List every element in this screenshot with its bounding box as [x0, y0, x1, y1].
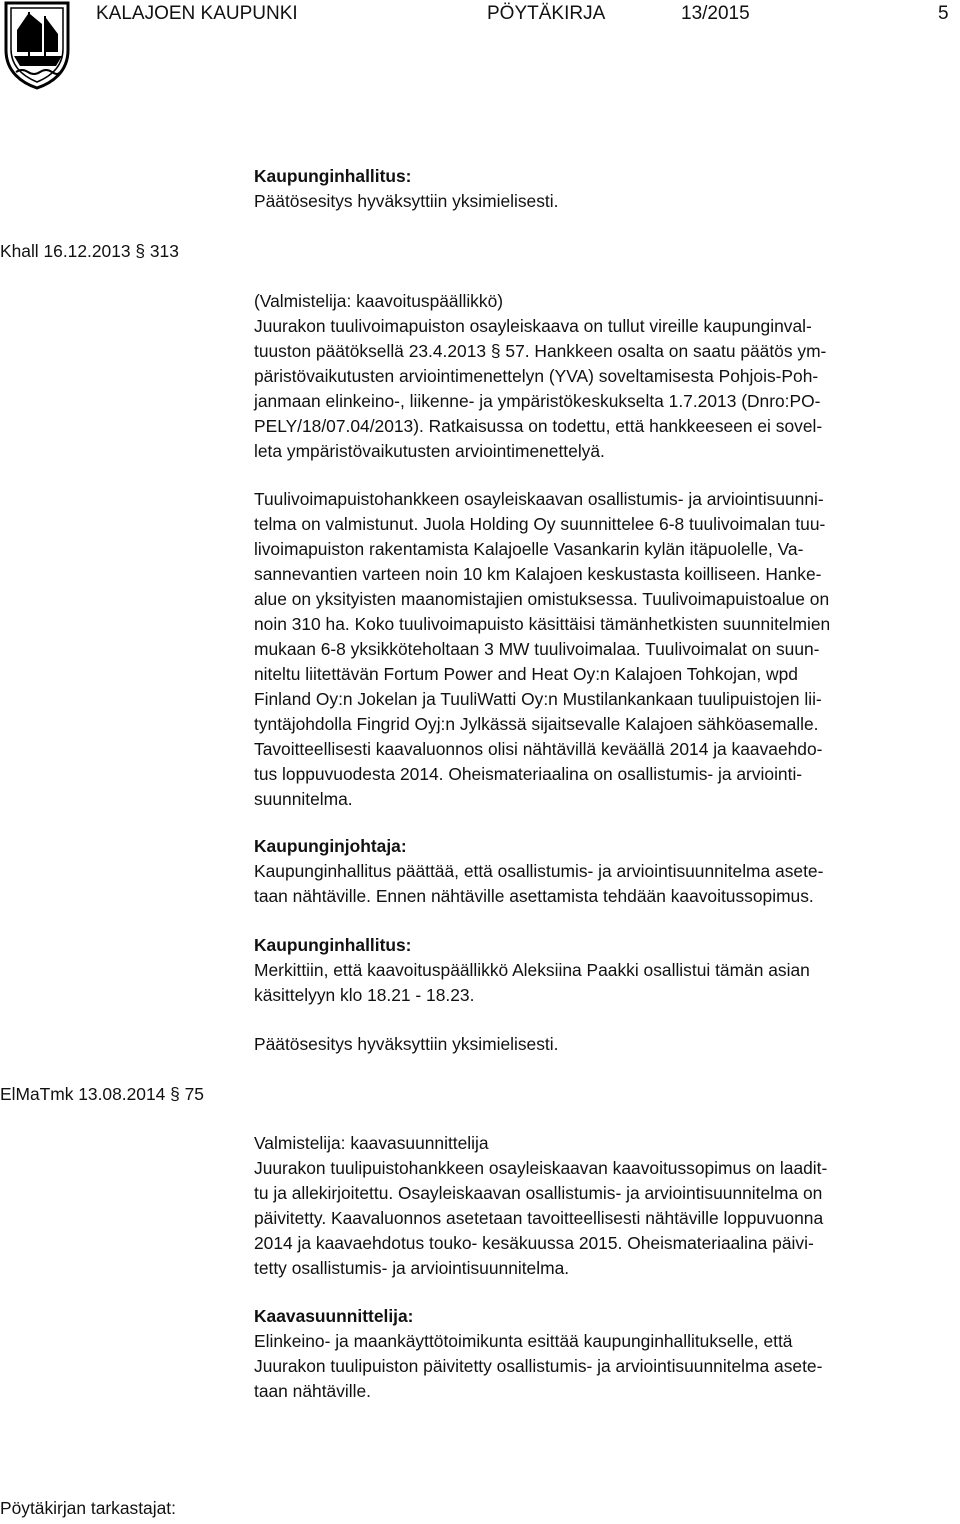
- text-line: PELY/18/07.04/2013). Ratkaisussa on todettu, että hankkeeseen ei sovel-: [254, 416, 823, 436]
- text-line: 2014 ja kaavaehdotus touko- kesäkuussa 2015. Oheismateriaalina päivi-: [254, 1233, 814, 1253]
- text-line: Elinkeino- ja maankäyttötoimikunta esittää kaupunginhallitukselle, että: [254, 1331, 793, 1351]
- text-line: päivitetty. Kaavaluonnos asetetaan tavoitteellisesti nähtäville loppuvuonna: [254, 1208, 824, 1228]
- text-line: livoimapuiston rakentamista Kalajoelle Vasankarin kylän itäpuolelle, Va-: [254, 539, 804, 559]
- margin-reference-elmatmk: ElMaTmk 13.08.2014 § 75: [0, 1084, 204, 1104]
- text-line: Merkittiin, että kaavoituspäällikkö Aleksiina Paakki osallistui tämän asian: [254, 960, 810, 980]
- text-line: telma on valmistunut. Juola Holding Oy suunnittelee 6-8 tuulivoimalan tuu-: [254, 514, 826, 534]
- text-line: suunnitelma.: [254, 789, 353, 809]
- decision-text: Päätösesitys hyväksyttiin yksimielisesti.: [254, 1034, 559, 1054]
- section-heading: Kaupunginhallitus:: [254, 935, 412, 955]
- text-line: niteltu liitettävän Fortum Power and Heat Oy:n Kalajoen Tohkojan, wpd: [254, 664, 798, 684]
- text-line: päristövaikutusten arviointimenettelyn (YVA) soveltamisesta Pohjois-Poh-: [254, 366, 819, 386]
- page-header: [0, 0, 960, 30]
- margin-reference-khall: Khall 16.12.2013 § 313: [0, 241, 179, 261]
- section-heading: Kaupunginhallitus:: [254, 166, 412, 186]
- text-line: Tavoitteellisesti kaavaluonnos olisi nähtävillä keväällä 2014 ja kaavaehdo-: [254, 739, 823, 759]
- planner-proposal-block: [254, 1304, 960, 1404]
- planner-preparation-paragraph: [254, 1131, 960, 1281]
- text-line: Tuulivoimapuistohankkeen osayleiskaavan osallistumis- ja arviointisuunni-: [254, 489, 824, 509]
- document-number: 13/2015: [681, 3, 750, 24]
- text-line: tu ja allekirjoitettu. Osayleiskaavan osallistumis- ja arviointisuunnitelma on: [254, 1183, 823, 1203]
- text-line: alue on yksityisten maanomistajien omistuksessa. Tuulivoimapuistoalue on: [254, 589, 830, 609]
- text-line: Kaupunginhallitus päättää, että osallistumis- ja arviointisuunnitelma asete-: [254, 861, 824, 881]
- section-heading: Kaavasuunnittelija:: [254, 1306, 414, 1326]
- preparation-paragraph: [254, 289, 960, 464]
- text-line: Juurakon tuulivoimapuiston osayleiskaava on tullut vireille kaupunginval-: [254, 316, 812, 336]
- document-type: PÖYTÄKIRJA: [487, 3, 606, 24]
- page-number: 5: [938, 3, 949, 24]
- decision-block-1: [254, 164, 960, 214]
- text-line: sannevantien varteen noin 10 km Kalajoen keskustasta koilliseen. Hanke-: [254, 564, 822, 584]
- text-line: Valmistelija: kaavasuunnittelija: [254, 1133, 489, 1153]
- text-line: noin 310 ha. Koko tuulivoimapuisto käsittäisi tämänhetkisten suunnitelmien: [254, 614, 831, 634]
- mayor-proposal-block: [254, 834, 960, 909]
- section-heading: Kaupunginjohtaja:: [254, 836, 407, 856]
- text-line: mukaan 6-8 yksikköteholtaan 3 MW tuulivoimalaa. Tuulivoimalat on suun-: [254, 639, 820, 659]
- footer-inspectors-label: Pöytäkirjan tarkastajat:: [0, 1498, 176, 1518]
- text-line: taan nähtäville. Ennen nähtäville asettamista tehdään kaavoitussopimus.: [254, 886, 814, 906]
- project-description-paragraph: [254, 487, 960, 812]
- text-line: tyntäjohdolla Fingrid Oyj:n Jylkässä sijaitsevalle Kalajoen sähköasemalle.: [254, 714, 819, 734]
- text-line: Juurakon tuulipuiston päivitetty osallistumis- ja arviointisuunnitelma asete-: [254, 1356, 823, 1376]
- decision-text: Päätösesitys hyväksyttiin yksimielisesti.: [254, 191, 559, 211]
- ship-coat-of-arms-icon: [2, 0, 72, 97]
- text-line: leta ympäristövaikutusten arviointimenettelyä.: [254, 441, 605, 461]
- text-line: janmaan elinkeino-, liikenne- ja ympäristökeskukselta 1.7.2013 (Dnro:PO-: [254, 391, 821, 411]
- text-line: tetty osallistumis- ja arviointisuunnitelma.: [254, 1258, 570, 1278]
- text-line: taan nähtäville.: [254, 1381, 371, 1401]
- text-line: tus loppuvuodesta 2014. Oheismateriaalina on osallistumis- ja arviointi-: [254, 764, 803, 784]
- text-line: tuuston päätöksellä 23.4.2013 § 57. Hankkeen osalta on saatu päätös ym-: [254, 341, 827, 361]
- text-line: (Valmistelija: kaavoituspäällikkö): [254, 291, 504, 311]
- city-name: KALAJOEN KAUPUNKI: [96, 3, 298, 24]
- decision-block-2: [254, 1032, 960, 1057]
- text-line: Juurakon tuulipuistohankkeen osayleiskaavan kaavoitussopimus on laadit-: [254, 1158, 828, 1178]
- text-line: käsittelyyn klo 18.21 - 18.23.: [254, 985, 475, 1005]
- council-note-block: [254, 933, 960, 1008]
- text-line: Finland Oy:n Jokelan ja TuuliWatti Oy:n Mustilankankaan tuulipuistojen lii-: [254, 689, 822, 709]
